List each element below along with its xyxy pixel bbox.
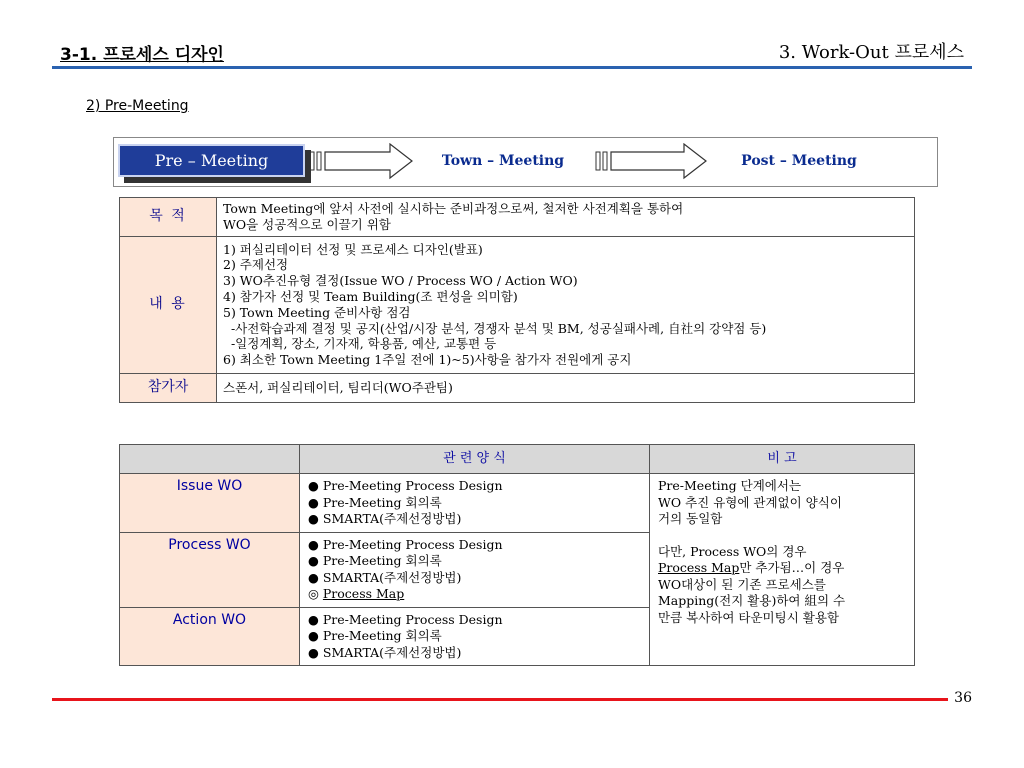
meeting-info-table <box>119 197 915 403</box>
purpose-label: 목 적 <box>120 198 217 237</box>
table-row <box>120 474 915 533</box>
purpose-line: WO을 성공적으로 이끌기 위함 <box>223 216 391 232</box>
participants-row <box>120 373 915 402</box>
form-item: ● SMARTA(주제선정방법) <box>308 644 462 660</box>
form-item: ● Pre-Meeting 회의록 <box>308 494 442 510</box>
arrow-1-icon <box>308 143 418 181</box>
town-meeting-stage: Town – Meeting <box>441 153 565 169</box>
process-map-link[interactable]: Process Map <box>322 586 405 601</box>
content-line: 6) 최소한 Town Meeting 1주일 전에 1)~5)사항을 참가자 전원에게 공지 <box>223 352 632 368</box>
remarks-cell <box>650 474 915 666</box>
process-map-note-link[interactable]: Process Map <box>658 560 740 575</box>
content-line: -일정계획, 장소, 기자재, 학용품, 예산, 교통편 등 <box>223 336 497 352</box>
content-line: 5) Town Meeting 준비사항 점검 <box>223 304 411 320</box>
top-divider <box>52 66 972 69</box>
form-item <box>308 586 641 603</box>
note-line: WO대상이 된 기존 프로세스를 <box>658 576 826 592</box>
content-line: 1) 퍼실리테이터 선정 및 프로세스 디자인(발표) <box>223 241 483 257</box>
header-forms: 관 련 양 식 <box>300 445 650 474</box>
purpose-row <box>120 198 915 237</box>
note-line: WO 추진 유형에 관계없이 양식이 <box>658 494 842 510</box>
forms-list <box>300 474 650 533</box>
page-number: 36 <box>954 690 972 706</box>
content-text <box>217 236 915 373</box>
note-line: Pre-Meeting 단계에서는 <box>658 478 802 493</box>
note-line <box>658 560 906 577</box>
note-line: Mapping(전지 활용)하여 組의 수 <box>658 593 846 608</box>
related-forms-table <box>119 444 915 666</box>
content-line: -사전학습과제 결정 및 공지(산업/시장 분석, 경쟁자 분석 및 BM, 성공실패사례, 自社의 강약점 등) <box>223 320 767 336</box>
row-label-action-wo: Action WO <box>120 607 300 666</box>
note-line: 거의 동일함 <box>658 511 723 526</box>
form-item: ● Pre-Meeting Process Design <box>308 478 503 493</box>
form-item: ● Pre-Meeting Process Design <box>308 536 503 552</box>
forms-list <box>300 607 650 666</box>
form-item-prefix: ◎ <box>308 586 323 601</box>
header-blank <box>120 445 300 474</box>
content-line: 2) 주제선정 <box>223 257 289 273</box>
forms-header-row <box>120 445 915 474</box>
note-line-rest: 만 추가됨…이 경우 <box>739 560 845 575</box>
participants-label: 참가자 <box>120 373 217 402</box>
note-line: 만큼 복사하여 타운미팅시 활용함 <box>658 609 839 625</box>
chapter-title: 3. Work-Out 프로세스 <box>778 42 964 63</box>
post-meeting-stage: Post – Meeting <box>741 153 857 169</box>
content-line: 3) WO추진유형 결정(Issue WO / Process WO / Action WO) <box>223 273 578 289</box>
form-item: ● Pre-Meeting Process Design <box>308 611 503 627</box>
purpose-line: Town Meeting에 앞서 사전에 실시하는 준비과정으로써, 철저한 사전계획을 통하여 <box>223 201 684 216</box>
form-item: ● SMARTA(주제선정방법) <box>308 511 462 526</box>
content-label: 내 용 <box>120 236 217 373</box>
bottom-divider <box>52 698 948 701</box>
header-note: 비 고 <box>650 445 915 474</box>
arrow-2-icon <box>594 143 714 181</box>
row-label-issue-wo: Issue WO <box>120 474 300 533</box>
section-title: 3-1. 프로세스 디자인 <box>60 45 224 65</box>
purpose-text <box>217 198 915 237</box>
content-row <box>120 236 915 373</box>
content-line: 4) 참가자 선정 및 Team Building(조 편성을 의미함) <box>223 288 518 304</box>
subtitle: 2) Pre-Meeting <box>86 98 189 114</box>
form-item: ● Pre-Meeting 회의록 <box>308 553 442 568</box>
participants-text: 스폰서, 퍼실리테이터, 팀리더(WO주관팀) <box>217 373 915 402</box>
note-line: 다만, Process WO의 경우 <box>658 543 807 559</box>
form-item: ● Pre-Meeting 회의록 <box>308 628 442 643</box>
form-item: ● SMARTA(주제선정방법) <box>308 569 462 585</box>
pre-meeting-stage: Pre – Meeting <box>118 144 305 177</box>
forms-list <box>300 532 650 607</box>
row-label-process-wo: Process WO <box>120 532 300 607</box>
